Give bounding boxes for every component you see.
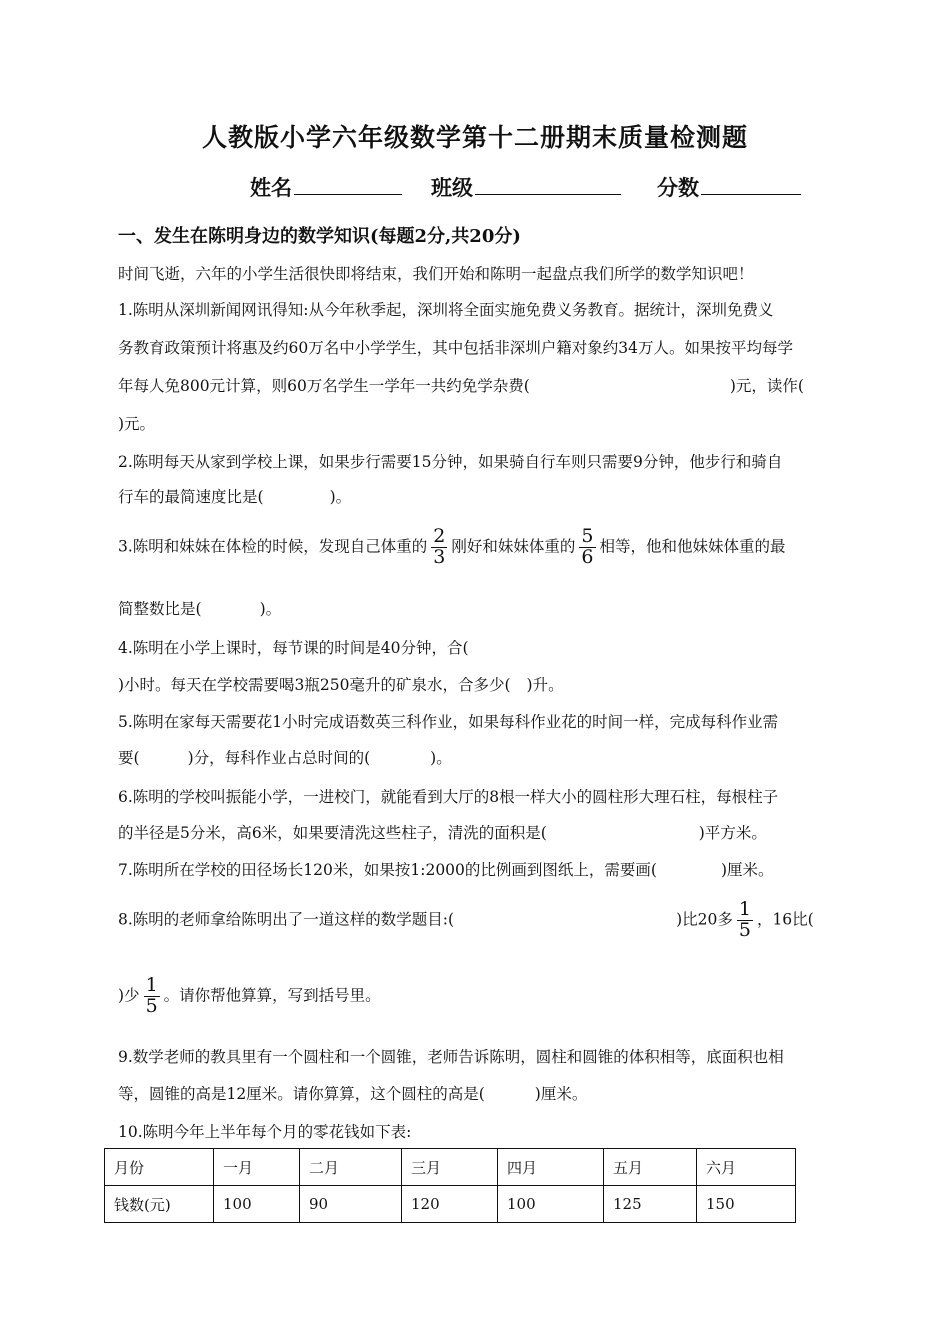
class-field — [431, 172, 621, 202]
table-cell: 钱数(元) — [105, 1186, 214, 1223]
q5-text-a: 要( — [118, 749, 140, 767]
q5-line1: 5.陈明在家每天需要花1小时完成语数英三科作业，如果每科作业花的时间一样，完成每科作业需 — [118, 713, 779, 731]
fraction-two-thirds — [431, 527, 447, 568]
q8-text-e: 。请你帮他算算，写到括号里。 — [163, 986, 381, 1005]
table-cell: 五月 — [604, 1149, 697, 1186]
fraction-numerator: 1 — [738, 898, 751, 920]
table-cell: 二月 — [300, 1149, 402, 1186]
table-cell: 六月 — [697, 1149, 796, 1186]
fraction-numerator: 1 — [145, 974, 158, 996]
q5-text-b: )分，每科作业占总时间的( — [187, 749, 371, 767]
q4-text-b: )升。 — [526, 676, 564, 694]
fraction-five-sixths — [579, 527, 595, 568]
q9-line2 — [118, 1082, 587, 1104]
score-field — [657, 172, 801, 202]
q7-text-b: )厘米。 — [720, 861, 774, 879]
fraction-denominator: 5 — [738, 918, 751, 941]
q7-line1 — [118, 858, 774, 880]
section-heading: 一、发生在陈明身边的数学知识(每题2分,共20分) — [118, 226, 521, 247]
fraction-numerator: 2 — [433, 525, 446, 547]
name-label: 姓名 — [250, 175, 292, 200]
score-label: 分数 — [657, 175, 699, 200]
q4-line1: 4.陈明在小学上课时，每节课的时间是40分钟，合( — [118, 639, 469, 657]
q1-text-a: 年每人免800元计算，则60万名学生一学年一共约免学杂费( — [118, 377, 530, 395]
fraction-numerator: 5 — [581, 525, 594, 547]
allowance-table — [104, 1148, 796, 1223]
q8-text-d: )少 — [118, 986, 140, 1005]
q3-text-b: 刚好和妹妹体重的 — [451, 537, 576, 556]
q8-text-c: ，16比( — [756, 910, 814, 929]
q3-text-e: )。 — [259, 600, 282, 618]
fraction-one-fifth — [144, 976, 160, 1017]
score-blank[interactable] — [701, 174, 801, 195]
table-cell: 120 — [402, 1186, 498, 1223]
table-cell: 四月 — [498, 1149, 604, 1186]
table-cell: 月份 — [105, 1149, 214, 1186]
table-cell: 150 — [697, 1186, 796, 1223]
q2-line1: 2.陈明每天从家到学校上课，如果步行需要15分钟，如果骑自行车则只需要9分钟，他步行和骑自 — [118, 453, 783, 471]
table-row — [105, 1186, 796, 1223]
q8-text-b: )比20多 — [676, 910, 733, 929]
page-title: 人教版小学六年级数学第十二册期末质量检测题 — [201, 123, 748, 152]
q8-text-a: 8.陈明的老师拿给陈明出了一道这样的数学题目:( — [118, 910, 455, 929]
fraction-denominator: 5 — [145, 994, 158, 1017]
q5-line2 — [118, 746, 452, 768]
q9-text-a: 等，圆锥的高是12厘米。请你算算，这个圆柱的高是( — [118, 1085, 485, 1103]
intro-text: 时间飞逝，六年的小学生活很快即将结束，我们开始和陈明一起盘点我们所学的数学知识吧！ — [118, 265, 754, 283]
q1-line4: )元。 — [118, 415, 156, 433]
q6-line1: 6.陈明的学校叫振能小学，一进校门，就能看到大厅的8根一样大小的圆柱形大理石柱，每根柱子 — [118, 788, 779, 806]
q4-text-a: )小时。每天在学校需要喝3瓶250毫升的矿泉水，合多少( — [118, 676, 511, 694]
fraction-one-fifth — [737, 900, 753, 941]
q2-text-b: )。 — [329, 488, 352, 506]
q8-line2 — [118, 976, 381, 1017]
name-field — [250, 172, 402, 202]
q10-line1: 10.陈明今年上半年每个月的零花钱如下表: — [118, 1123, 412, 1141]
q8-line1 — [118, 900, 814, 941]
q6-text-b: )平方米。 — [698, 824, 767, 842]
class-blank[interactable] — [475, 174, 621, 195]
q3-text-c: 相等，他和他妹妹体重的最 — [599, 537, 786, 556]
table-cell: 100 — [498, 1186, 604, 1223]
fraction-denominator: 3 — [433, 545, 446, 568]
table-cell: 100 — [214, 1186, 300, 1223]
q1-line1: 1.陈明从深圳新闻网讯得知:从今年秋季起，深圳将全面实施免费义务教育。据统计，深圳免费义 — [118, 301, 774, 319]
table-cell: 90 — [300, 1186, 402, 1223]
table-cell: 125 — [604, 1186, 697, 1223]
q1-text-b: )元，读作( — [729, 377, 804, 395]
table-cell: 一月 — [214, 1149, 300, 1186]
q2-line2 — [118, 485, 351, 507]
q3-text-a: 3.陈明和妹妹在体检的时候，发现自己体重的 — [118, 537, 428, 556]
q9-line1: 9.数学老师的教具里有一个圆柱和一个圆锥，老师告诉陈明，圆柱和圆锥的体积相等，底面积也相 — [118, 1048, 784, 1066]
q6-line2 — [118, 821, 767, 843]
q9-text-b: )厘米。 — [534, 1085, 588, 1103]
q5-text-c: )。 — [430, 749, 452, 767]
q6-text-a: 的半径是5分米，高6米，如果要清洗这些柱子，清洗的面积是( — [118, 824, 547, 842]
name-blank[interactable] — [294, 174, 402, 195]
q3-line1 — [118, 527, 786, 568]
q3-text-d: 简整数比是( — [118, 600, 202, 618]
q2-text-a: 行车的最简速度比是( — [118, 488, 264, 506]
table-cell: 三月 — [402, 1149, 498, 1186]
q1-line3 — [118, 374, 804, 396]
fraction-denominator: 6 — [581, 545, 594, 568]
q1-line2: 务教育政策预计将惠及约60万名中小学学生，其中包括非深圳户籍对象约34万人。如果按平均每学 — [118, 339, 793, 357]
q7-text-a: 7.陈明所在学校的田径场长120米，如果按1:2000的比例画到图纸上，需要画( — [118, 861, 657, 879]
class-label: 班级 — [431, 175, 473, 200]
q4-line2 — [118, 673, 564, 695]
table-header-row — [105, 1149, 796, 1186]
q3-line2 — [118, 597, 281, 619]
